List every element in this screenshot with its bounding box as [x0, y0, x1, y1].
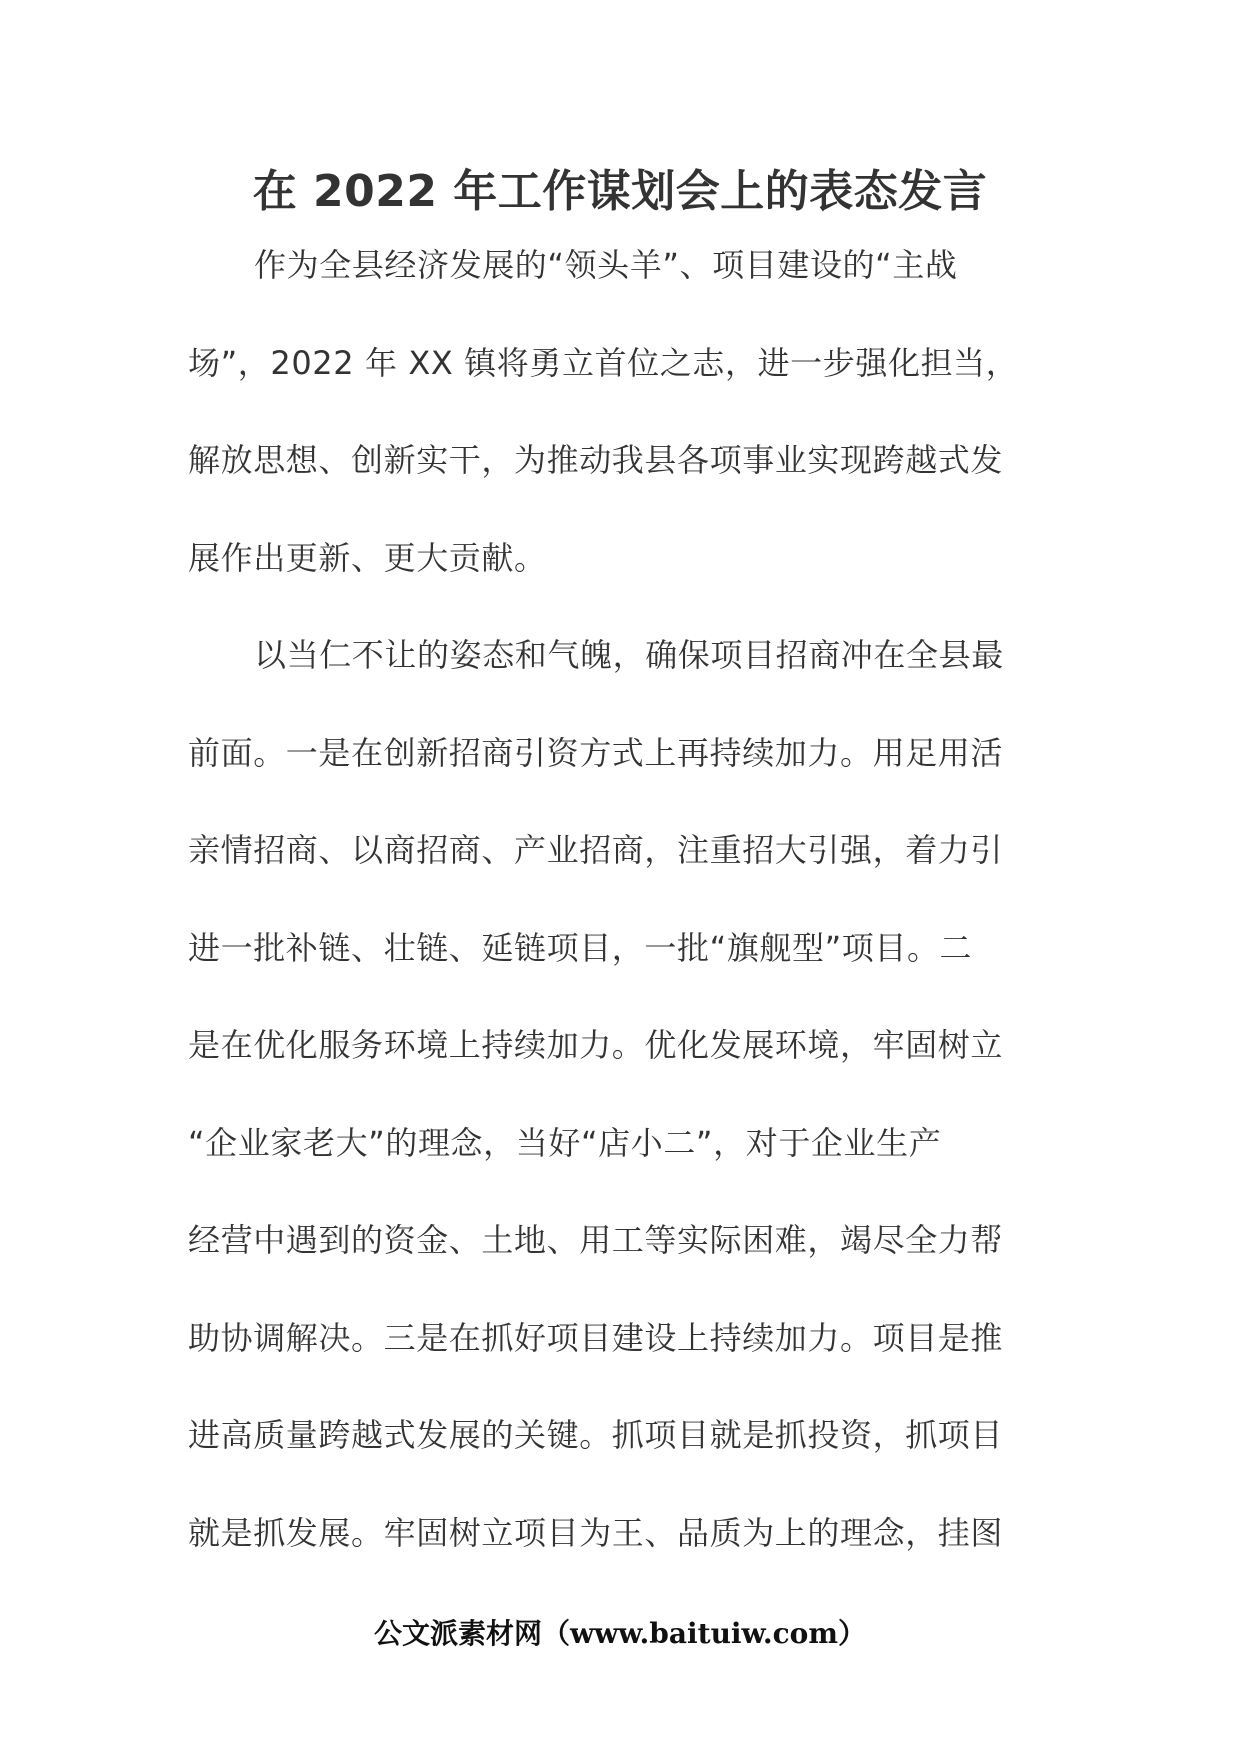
paragraph-2-line-8: 助协调解决。三是在抓好项目建设上持续加力。项目是推: [188, 1318, 1004, 1357]
paragraph-2-line-1: 以当仁不让的姿态和气魄，确保项目招商冲在全县最: [254, 636, 1004, 674]
footer-source: 公文派素材网（www.baituiw.com）: [374, 1617, 866, 1650]
paragraph-2-line-3: 亲情招商、以商招商、产业招商，注重招大引强，着力引: [188, 831, 1004, 869]
paragraph-2-line-10: 就是抓发展。牢固树立项目为王、品质为上的理念，挂图: [188, 1513, 1004, 1552]
paragraph-1-line-4: 展作出更新、更大贡献。: [188, 538, 547, 577]
paragraph-2-line-9: 进高质量跨越式发展的关键。抓项目就是抓投资，抓项目: [188, 1416, 1004, 1454]
document-title: 在 2022 年工作谋划会上的表态发言: [252, 166, 988, 217]
paragraph-2-line-4: 进一批补链、壮链、延链项目，一批“旗舰型”项目。二: [188, 928, 973, 967]
paragraph-1-line-1: 作为全县经济发展的“领头羊”、项目建设的“主战: [254, 246, 958, 284]
paragraph-2-line-5: 是在优化服务环境上持续加力。优化发展环境，牢固树立: [188, 1026, 1004, 1064]
paragraph-2-line-7: 经营中遇到的资金、土地、用工等实际困难，竭尽全力帮: [188, 1221, 1004, 1259]
paragraph-1-line-3: 解放思想、创新实干，为推动我县各项事业实现跨越式发: [188, 441, 1004, 479]
paragraph-1-line-2: 场”，2022 年 XX 镇将勇立首位之志，进一步强化担当，: [188, 343, 1019, 382]
paragraph-2-line-6: “企业家老大”的理念，当好“店小二”，对于企业生产: [188, 1123, 942, 1162]
paragraph-2-line-2: 前面。一是在创新招商引资方式上再持续加力。用足用活: [188, 733, 1004, 772]
document-body: [188, 236, 1058, 1601]
